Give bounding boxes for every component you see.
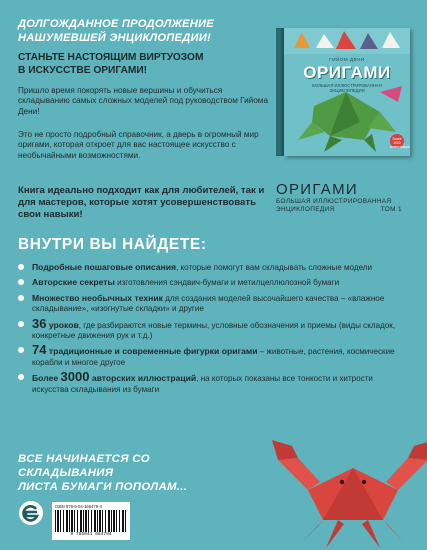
feature-text: , которые помогут вам складывать сложные модели xyxy=(176,263,373,272)
origami-crab-image xyxy=(268,420,427,550)
intro-paragraph-1: Пришло время покорять новые вершины и обучиться складыванию самых сложных моделей под руководством Гийома Дени! xyxy=(18,86,268,116)
book-author: ГИЙОМ ДЕНИ xyxy=(329,57,365,62)
feature-lead-2: авторских иллюстраций xyxy=(89,373,197,384)
feature-lead: Подробные пошаговые описания xyxy=(32,262,177,272)
book-front xyxy=(284,28,410,156)
features-list xyxy=(18,262,398,399)
publisher-logo-icon xyxy=(18,500,44,526)
bullet-dot-icon xyxy=(18,279,24,285)
feature-item xyxy=(18,277,398,288)
feature-lead: Множество необычных техник xyxy=(32,292,163,303)
book-spine xyxy=(276,28,284,156)
closing-tagline xyxy=(18,452,238,494)
barcode-bars xyxy=(55,510,127,532)
bullet-dot-icon xyxy=(18,374,24,380)
barcode-number: 9 785041 664794 xyxy=(70,532,112,537)
feature-text: – животные, растения, космические корабли и многое другое xyxy=(32,347,395,367)
series-title: ОРИГАМИ xyxy=(276,181,358,198)
book-cover-image xyxy=(276,28,410,156)
intro-paragraph-2: Это не просто подробный справочник, а дверь в огромный мир оригами, которая откроет для вас настоящее искусство с необычайными возможностями. xyxy=(18,130,259,160)
bullet-dot-icon xyxy=(18,264,24,270)
intro-paragraph-bold: Книга идеально подходит как для любителей, так и для мастеров, которые хотят усовершенствовать свои навыки! xyxy=(18,185,265,220)
headline-line-1: ДОЛГОЖДАННОЕ ПРОДОЛЖЕНИЕ xyxy=(18,18,214,30)
feature-item xyxy=(18,342,398,368)
book-title: ОРИГАМИ xyxy=(303,63,391,82)
series-block xyxy=(276,182,410,214)
feature-lead: Более xyxy=(32,373,61,384)
feature-number: 36 xyxy=(32,315,47,331)
inside-heading: ВНУТРИ ВЫ НАЙДЕТЕ: xyxy=(18,236,207,253)
feature-number: 3000 xyxy=(60,369,90,385)
feature-text: , где разбираются новые термины, условные обозначения и приемы (виды складок, конкретные движения рук и т.д.) xyxy=(32,320,396,341)
book-badge: более 2000 иллюстраций xyxy=(390,134,404,148)
series-volume: ТОМ 1 xyxy=(380,205,402,213)
bullet-dot-icon xyxy=(18,321,24,327)
headline xyxy=(18,18,268,45)
feature-item xyxy=(18,262,398,273)
feature-item xyxy=(18,315,398,342)
headline-line-2: НАШУМЕВШЕЙ ЭНЦИКЛОПЕДИИ! xyxy=(18,31,211,44)
feature-text: для создания моделей высочайшего качества – «влажное складывание», «изогнутые складки» и другие xyxy=(32,293,385,314)
series-subtitle-row xyxy=(276,206,402,214)
feature-text: , на которых показаны все тонкости и хитрости искусства складывания из бумаги xyxy=(32,374,373,394)
feature-item xyxy=(18,293,398,315)
series-subtitle-1: БОЛЬШАЯ ИЛЛЮСТРИРОВАННАЯ xyxy=(276,198,392,205)
bullet-dot-icon xyxy=(18,347,24,353)
subhead xyxy=(18,52,258,77)
feature-lead: уроков xyxy=(46,319,79,330)
feature-text: изготовления сэндвич-бумаги и метилцеллюлозной бумаги xyxy=(114,278,340,288)
barcode xyxy=(52,502,130,540)
subhead-line-2: В ИСКУССТВЕ ОРИГАМИ! xyxy=(18,64,148,76)
book-subtitle: БОЛЬШАЯ ИЛЛЮСТРИРОВАННАЯ ЭНЦИКЛОПЕДИЯ xyxy=(312,83,382,93)
feature-lead: Авторские секреты xyxy=(32,277,115,288)
feature-lead: традиционные и современные фигурки оригами xyxy=(46,346,258,357)
closing-line-1: ВСЕ НАЧИНАЕТСЯ СО СКЛАДЫВАНИЯ xyxy=(18,453,150,479)
isbn-text: ISBN 978-5-04-166479-4 xyxy=(55,504,102,509)
series-subtitle-2: ЭНЦИКЛОПЕДИЯ xyxy=(276,205,335,213)
subhead-line-1: СТАНЬТЕ НАСТОЯЩИМ ВИРТУОЗОМ xyxy=(18,52,204,63)
feature-number: 74 xyxy=(32,342,47,358)
feature-item xyxy=(18,369,398,395)
closing-line-2: ЛИСТА БУМАГИ ПОПОЛАМ... xyxy=(18,481,188,493)
bullet-dot-icon xyxy=(18,295,24,301)
